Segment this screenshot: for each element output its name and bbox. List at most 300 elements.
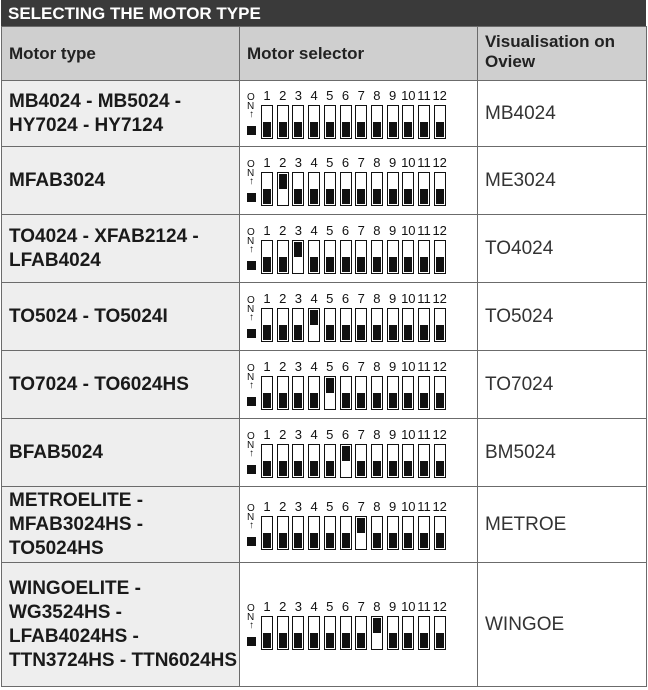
dip-switch-5: [324, 444, 336, 478]
switch-lever-off: [373, 393, 381, 408]
dip-switch-11: [418, 105, 430, 139]
up-arrow-icon: ↑: [249, 243, 254, 255]
dip-switch-10: [402, 240, 414, 274]
switch-number: 11: [417, 222, 431, 238]
dip-switch-9: [387, 376, 399, 410]
switch-lever-off: [310, 189, 318, 204]
switch-lever-off: [436, 325, 444, 340]
switch-lever-off: [420, 633, 428, 648]
visualisation-cell: TO5024: [478, 283, 647, 351]
motor-type-table-section: [1, 0, 646, 687]
switch-number: 6: [341, 87, 350, 103]
table-row: [2, 215, 647, 283]
switch-lever-off: [294, 461, 302, 476]
switch-number: 5: [326, 87, 334, 103]
dip-switch-10: [402, 376, 414, 410]
up-arrow-icon: ↑: [249, 619, 254, 631]
motor-selector-cell: [240, 419, 478, 487]
dip-switch-block: [247, 223, 447, 275]
visualisation-cell: METROE: [478, 487, 647, 563]
dip-switch-12: [434, 376, 446, 410]
dip-switch-9: [387, 516, 399, 550]
on-label: O N: [247, 430, 255, 451]
switch-number: 12: [432, 426, 447, 442]
table-row: [2, 487, 647, 563]
switch-lever-off: [326, 533, 334, 548]
switch-lever-off: [404, 633, 412, 648]
switch-number: 3: [294, 222, 302, 238]
dip-switch-1: [261, 240, 273, 274]
switch-number: 1: [263, 290, 271, 306]
switch-number: 3: [294, 87, 302, 103]
switch-lever-off: [389, 533, 397, 548]
dip-switch-4: [308, 376, 320, 410]
dip-switch-10: [402, 105, 414, 139]
dip-switch-7: [355, 308, 367, 342]
switch-number: 12: [432, 87, 447, 103]
switch-number: 7: [357, 154, 365, 170]
switch-number: 4: [310, 358, 318, 374]
switch-number: 8: [373, 290, 381, 306]
switch-number: 6: [341, 154, 350, 170]
dip-switch-4: [308, 105, 320, 139]
switch-lever-off: [263, 461, 271, 476]
switch-number: 6: [341, 498, 350, 514]
dip-switch-4: [308, 616, 320, 650]
up-arrow-icon: ↑: [249, 108, 254, 120]
switch-lever-off: [389, 122, 397, 137]
table-row: [2, 81, 647, 147]
switch-lever-off: [357, 257, 365, 272]
switch-number: 5: [326, 290, 334, 306]
visualisation-cell: BM5024: [478, 419, 647, 487]
table-header-row: [2, 27, 647, 81]
switch-lever-off: [420, 325, 428, 340]
switch-lever-off: [342, 257, 350, 272]
switch-number: 1: [263, 358, 271, 374]
switch-lever-off: [357, 325, 365, 340]
switch-number: 4: [310, 154, 318, 170]
switch-number: 4: [310, 222, 318, 238]
switch-number: 4: [310, 426, 318, 442]
dip-switch-6: [340, 616, 352, 650]
switch-lever-off: [404, 461, 412, 476]
switch-number: 4: [310, 87, 318, 103]
switch-lever-off: [373, 189, 381, 204]
switch-lever-off: [294, 533, 302, 548]
switch-number: 6: [341, 426, 350, 442]
switch-number: 10: [401, 426, 416, 442]
switch-lever-off: [389, 325, 397, 340]
switch-lever-off: [420, 122, 428, 137]
switch-number: 3: [294, 154, 302, 170]
switch-number: 8: [373, 87, 381, 103]
switch-lever-off: [326, 257, 334, 272]
dip-switch-6: [340, 376, 352, 410]
visualisation-cell: TO4024: [478, 215, 647, 283]
dip-switch-11: [418, 308, 430, 342]
switch-lever-off: [310, 393, 318, 408]
dip-switch-8: [371, 308, 383, 342]
switch-lever-off: [263, 257, 271, 272]
motor-type-cell: TO7024 - TO6024HS: [2, 351, 240, 419]
dip-switch-block: [247, 359, 447, 411]
switch-number: 5: [326, 598, 334, 614]
up-arrow-icon: ↑: [249, 519, 254, 531]
switch-number: 2: [279, 358, 287, 374]
dip-switch-7: [355, 376, 367, 410]
switch-lever-on: [279, 174, 287, 189]
switch-lever-off: [310, 461, 318, 476]
dip-switch-12: [434, 516, 446, 550]
switch-lever-off: [420, 257, 428, 272]
switch-number: 8: [373, 426, 381, 442]
switch-lever-off: [294, 325, 302, 340]
motor-type-cell: WINGOELITE - WG3524HS - LFAB4024HS - TTN3724HS - TTN6024HS: [2, 563, 240, 687]
switch-number: 10: [401, 598, 416, 614]
switch-lever-off: [342, 633, 350, 648]
switch-lever-off: [357, 393, 365, 408]
switch-lever-off: [263, 325, 271, 340]
dip-switch-5: [324, 105, 336, 139]
switch-lever-off: [342, 325, 350, 340]
switch-lever-off: [310, 122, 318, 137]
switch-number: 10: [401, 358, 416, 374]
switch-off-indicator-icon: [247, 126, 256, 135]
switch-number: 7: [357, 426, 365, 442]
dip-switch-1: [261, 105, 273, 139]
on-label: O N: [247, 502, 255, 523]
dip-switch-7: [355, 172, 367, 206]
switch-number: 9: [388, 598, 397, 614]
switch-number: 8: [373, 498, 381, 514]
dip-switch-5: [324, 376, 336, 410]
switch-lever-off: [404, 325, 412, 340]
switch-lever-off: [326, 633, 334, 648]
switch-number: 2: [279, 87, 287, 103]
switch-number: 12: [432, 290, 447, 306]
switch-number: 3: [294, 598, 302, 614]
switch-lever-off: [436, 533, 444, 548]
switch-lever-off: [263, 189, 271, 204]
dip-switch-11: [418, 172, 430, 206]
dip-switch-block: [247, 427, 447, 479]
dip-switch-2: [277, 308, 289, 342]
table-row: [2, 419, 647, 487]
switch-off-indicator-icon: [247, 537, 256, 546]
switch-number: 7: [357, 498, 365, 514]
header-motor-selector: Motor selector: [240, 27, 478, 81]
switch-lever-off: [436, 393, 444, 408]
switch-number: 1: [263, 222, 271, 238]
dip-switch-7: [355, 240, 367, 274]
dip-switch-11: [418, 516, 430, 550]
dip-switch-12: [434, 240, 446, 274]
dip-switch-8: [371, 105, 383, 139]
dip-switch-3: [292, 376, 304, 410]
switch-number: 11: [417, 598, 431, 614]
switch-lever-off: [436, 189, 444, 204]
switch-number: 9: [388, 358, 397, 374]
dip-switch-11: [418, 444, 430, 478]
dip-switch-8: [371, 172, 383, 206]
dip-switch-6: [340, 444, 352, 478]
dip-switch-12: [434, 616, 446, 650]
switch-lever-off: [373, 325, 381, 340]
motor-selector-cell: [240, 147, 478, 215]
dip-switch-11: [418, 240, 430, 274]
dip-switch-9: [387, 616, 399, 650]
dip-switch-1: [261, 616, 273, 650]
switch-off-indicator-icon: [247, 397, 256, 406]
dip-switch-8: [371, 444, 383, 478]
dip-switch-block: [247, 291, 447, 343]
table-row: [2, 283, 647, 351]
dip-switch-7: [355, 105, 367, 139]
switch-lever-off: [294, 633, 302, 648]
switch-number: 1: [263, 426, 271, 442]
switch-lever-off: [263, 393, 271, 408]
motor-type-table: [1, 26, 647, 687]
switch-lever-on: [294, 242, 302, 257]
dip-switch-2: [277, 240, 289, 274]
switch-number: 7: [357, 222, 365, 238]
switch-number: 10: [401, 154, 416, 170]
dip-switch-8: [371, 616, 383, 650]
switch-lever-off: [342, 189, 350, 204]
switch-number: 2: [279, 498, 287, 514]
on-label: O N: [247, 158, 255, 179]
dip-switch-1: [261, 172, 273, 206]
switch-off-indicator-icon: [247, 261, 256, 270]
dip-switch-4: [308, 172, 320, 206]
dip-switch-6: [340, 308, 352, 342]
dip-switch-7: [355, 444, 367, 478]
dip-switch-block: [247, 155, 447, 207]
switch-number: 11: [417, 426, 431, 442]
switch-lever-off: [326, 461, 334, 476]
switch-number: 1: [263, 87, 271, 103]
dip-switch-10: [402, 172, 414, 206]
dip-switch-3: [292, 172, 304, 206]
switch-lever-off: [357, 189, 365, 204]
dip-switch-1: [261, 376, 273, 410]
motor-type-cell: BFAB5024: [2, 419, 240, 487]
switch-lever-off: [279, 257, 287, 272]
dip-switch-7: [355, 616, 367, 650]
dip-switch-5: [324, 172, 336, 206]
switch-number: 8: [373, 154, 381, 170]
switch-lever-off: [420, 533, 428, 548]
switch-lever-off: [420, 189, 428, 204]
switch-lever-off: [294, 393, 302, 408]
dip-switch-2: [277, 516, 289, 550]
dip-switch-6: [340, 516, 352, 550]
switch-lever-off: [279, 325, 287, 340]
on-label: O N: [247, 226, 255, 247]
on-label: O N: [247, 294, 255, 315]
header-motor-type: Motor type: [2, 27, 240, 81]
motor-type-cell: METROELITE - MFAB3024HS - TO5024HS: [2, 487, 240, 563]
switch-number: 1: [263, 498, 271, 514]
switch-lever-off: [294, 122, 302, 137]
switch-number: 11: [417, 498, 431, 514]
switch-lever-off: [342, 533, 350, 548]
switch-lever-off: [326, 122, 334, 137]
switch-lever-on: [326, 378, 334, 393]
dip-switch-12: [434, 105, 446, 139]
switch-lever-on: [342, 446, 350, 461]
switch-number: 5: [326, 154, 334, 170]
switch-number: 7: [357, 87, 365, 103]
switch-number: 1: [263, 598, 271, 614]
dip-switch-4: [308, 308, 320, 342]
switch-lever-off: [389, 393, 397, 408]
switch-number: 2: [279, 426, 287, 442]
dip-switch-2: [277, 376, 289, 410]
on-label: O N: [247, 602, 255, 623]
switch-lever-off: [389, 633, 397, 648]
switch-number: 10: [401, 290, 416, 306]
switch-number: 6: [341, 358, 350, 374]
dip-switch-3: [292, 616, 304, 650]
switch-lever-off: [310, 633, 318, 648]
section-title: SELECTING THE MOTOR TYPE: [1, 0, 646, 26]
switch-lever-off: [389, 257, 397, 272]
switch-number: 5: [326, 358, 334, 374]
dip-switch-5: [324, 308, 336, 342]
dip-switch-block: [247, 499, 447, 551]
switch-lever-off: [326, 189, 334, 204]
dip-switch-5: [324, 516, 336, 550]
dip-switch-4: [308, 240, 320, 274]
motor-type-cell: MFAB3024: [2, 147, 240, 215]
dip-switch-5: [324, 616, 336, 650]
switch-number: 2: [279, 290, 287, 306]
switch-lever-off: [436, 633, 444, 648]
on-label: O N: [247, 362, 255, 383]
switch-number: 2: [279, 222, 287, 238]
dip-switch-2: [277, 105, 289, 139]
switch-number: 4: [310, 498, 318, 514]
up-arrow-icon: ↑: [249, 311, 254, 323]
switch-number: 5: [326, 498, 334, 514]
switch-lever-on: [373, 618, 381, 633]
switch-number: 9: [388, 154, 397, 170]
switch-lever-on: [357, 518, 365, 533]
switch-number: 2: [279, 154, 287, 170]
dip-switch-block: [247, 88, 447, 140]
motor-type-cell: TO4024 - XFAB2124 - LFAB4024: [2, 215, 240, 283]
up-arrow-icon: ↑: [249, 447, 254, 459]
switch-number: 8: [373, 598, 381, 614]
switch-lever-off: [263, 122, 271, 137]
visualisation-cell: MB4024: [478, 81, 647, 147]
switch-off-indicator-icon: [247, 193, 256, 202]
switch-number: 6: [341, 222, 350, 238]
switch-number: 10: [401, 222, 416, 238]
motor-type-cell: MB4024 - MB5024 - HY7024 - HY7124: [2, 81, 240, 147]
dip-switch-3: [292, 240, 304, 274]
motor-selector-cell: [240, 215, 478, 283]
dip-switch-6: [340, 172, 352, 206]
dip-switch-12: [434, 444, 446, 478]
switch-number: 1: [263, 154, 271, 170]
visualisation-cell: ME3024: [478, 147, 647, 215]
dip-switch-2: [277, 616, 289, 650]
switch-number: 12: [432, 358, 447, 374]
switch-number: 4: [310, 598, 318, 614]
switch-lever-off: [373, 122, 381, 137]
switch-lever-off: [263, 533, 271, 548]
dip-switch-12: [434, 172, 446, 206]
up-arrow-icon: ↑: [249, 379, 254, 391]
switch-lever-off: [373, 533, 381, 548]
dip-switch-7: [355, 516, 367, 550]
switch-number: 12: [432, 154, 447, 170]
switch-lever-off: [357, 633, 365, 648]
dip-switch-block: [247, 599, 447, 651]
table-row: [2, 563, 647, 687]
switch-number: 6: [341, 290, 350, 306]
switch-lever-off: [294, 189, 302, 204]
motor-selector-cell: [240, 81, 478, 147]
switch-lever-off: [389, 189, 397, 204]
switch-lever-off: [326, 325, 334, 340]
switch-lever-off: [373, 461, 381, 476]
switch-lever-off: [420, 461, 428, 476]
dip-switch-4: [308, 444, 320, 478]
switch-lever-off: [404, 393, 412, 408]
switch-off-indicator-icon: [247, 637, 256, 646]
switch-lever-off: [342, 393, 350, 408]
switch-lever-off: [279, 122, 287, 137]
switch-number: 7: [357, 358, 365, 374]
switch-number: 2: [279, 598, 287, 614]
switch-lever-off: [310, 533, 318, 548]
motor-type-cell: TO5024 - TO5024I: [2, 283, 240, 351]
dip-switch-5: [324, 240, 336, 274]
visualisation-cell: TO7024: [478, 351, 647, 419]
dip-switch-9: [387, 240, 399, 274]
dip-switch-3: [292, 516, 304, 550]
dip-switch-8: [371, 516, 383, 550]
dip-switch-6: [340, 240, 352, 274]
switch-lever-off: [389, 461, 397, 476]
switch-lever-off: [279, 461, 287, 476]
switch-number: 8: [373, 222, 381, 238]
dip-switch-9: [387, 308, 399, 342]
motor-selector-cell: [240, 563, 478, 687]
switch-number: 12: [432, 598, 447, 614]
visualisation-cell: WINGOE: [478, 563, 647, 687]
switch-number: 11: [417, 87, 431, 103]
switch-number: 9: [388, 426, 397, 442]
header-visualisation: Visualisation on Oview: [478, 27, 647, 81]
switch-lever-off: [404, 533, 412, 548]
dip-switch-6: [340, 105, 352, 139]
switch-number: 5: [326, 426, 334, 442]
switch-number: 9: [388, 498, 397, 514]
switch-number: 9: [388, 222, 397, 238]
switch-lever-off: [404, 189, 412, 204]
dip-switch-3: [292, 308, 304, 342]
switch-lever-off: [436, 122, 444, 137]
dip-switch-2: [277, 172, 289, 206]
dip-switch-3: [292, 105, 304, 139]
switch-lever-off: [373, 257, 381, 272]
switch-lever-off: [279, 393, 287, 408]
